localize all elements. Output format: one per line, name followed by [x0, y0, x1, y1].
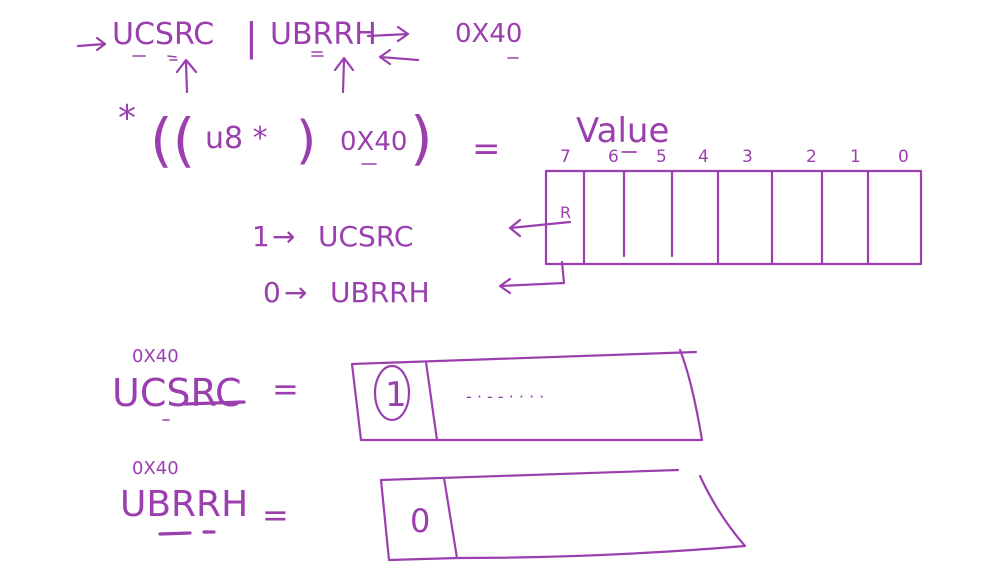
deref-open-parens: (( [150, 106, 196, 174]
top-address-label: 0X40 [455, 19, 523, 49]
back-arrow-from-address [380, 50, 418, 64]
rule1-register: UCSRC [318, 220, 414, 253]
rule1-bit: 1 [252, 220, 270, 253]
ubrrh-row [120, 458, 745, 560]
top-separator: | [245, 15, 258, 59]
ubrrh-register-box [381, 470, 745, 560]
bit-number-6: 6 [608, 147, 619, 167]
ubrrh-row-name: UBRRH [120, 484, 249, 525]
arrow-bit7-to-rule1 [510, 220, 570, 236]
ubrrh-row-equals: = [262, 496, 289, 534]
arrow-into-ucsrc [78, 38, 105, 50]
ucsrc-row-address: 0X40 [132, 346, 179, 367]
deref-expression [118, 98, 669, 174]
bit-number-7: 7 [560, 147, 571, 167]
up-arrow-ubrrh [335, 58, 353, 92]
ucsrc-row [112, 346, 702, 440]
up-arrow-ucsrc [177, 60, 196, 92]
bit-number-5: 5 [656, 147, 667, 167]
bit-number-3: 3 [742, 147, 753, 167]
deref-star: * [118, 98, 136, 139]
top-ubrrh-label: UBRRH [270, 17, 377, 52]
top-ucsrc-label: UCSRC [112, 17, 215, 52]
value-label: Value [576, 111, 670, 151]
ubrrh-underline-marks [312, 52, 323, 56]
bit-number-4: 4 [698, 147, 709, 167]
bit-number-1: 1 [850, 147, 861, 167]
ucsrc-underline-marks [133, 56, 177, 60]
bit7-label: R [560, 203, 572, 222]
deref-cast: u8 * [205, 121, 268, 156]
ucsrc-remaining-bits: - · - - · · · · [466, 387, 545, 406]
rule1-arrow: → [272, 220, 296, 253]
ucsrc-row-equals: = [272, 370, 299, 408]
register-dividers [584, 172, 868, 263]
ucsrc-row-underline [185, 402, 244, 404]
deref-address: 0X40 [340, 127, 408, 157]
rule0-arrow: → [284, 276, 308, 309]
rule0-bit: 0 [263, 276, 281, 309]
top-line [78, 15, 522, 92]
rule0-register: UBRRH [330, 276, 430, 309]
bit-register [546, 147, 921, 264]
bit-number-2: 2 [806, 147, 817, 167]
ubrrh-row-address: 0X40 [132, 458, 179, 479]
arrow-bit7-to-rule0 [500, 262, 564, 293]
bit-number-0: 0 [898, 147, 909, 167]
register-outline [546, 171, 921, 264]
ubrrh-row-underline [160, 532, 214, 534]
bit-number-row [560, 147, 909, 167]
deref-close-paren: ) [296, 111, 317, 171]
ubrrh-bit-value: 0 [410, 502, 431, 540]
select-rules [252, 220, 430, 309]
ucsrc-row-name: UCSRC [112, 371, 242, 415]
deref-close-outer: ) [410, 104, 433, 172]
deref-equals: = [472, 129, 501, 169]
ucsrc-bit-value: 1 [385, 375, 407, 415]
